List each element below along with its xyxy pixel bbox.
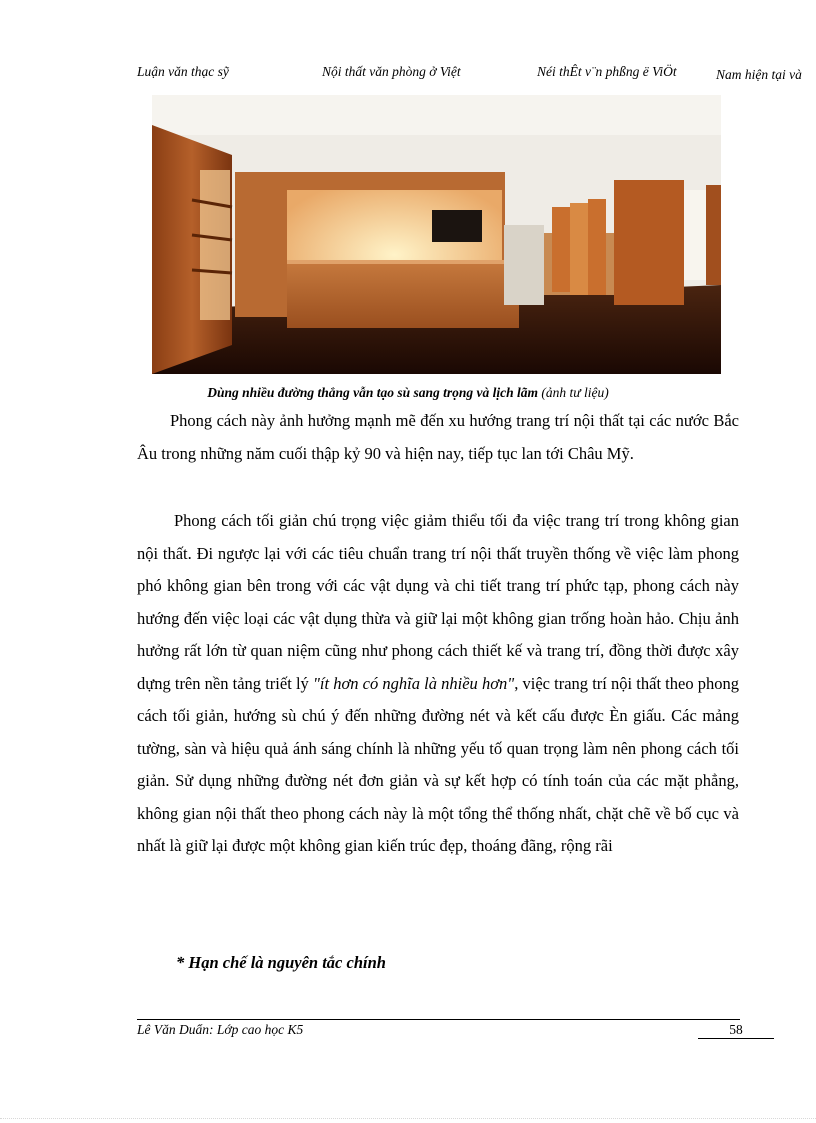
section-subheading: * Hạn chế là nguyên tắc chính	[176, 953, 386, 972]
page-number: 58	[698, 1021, 774, 1039]
paragraph-2-part-b: , việc trang trí nội thất theo phong cách tối giản, hướng sù chú ý đến những đường nét và kết cấu được Èn giấu. Các mảng tường, sàn và hiệu quả ánh sáng chính là những yếu tố quan trọng làm nên phong cách tối giản. Sử dụng những đường nét đơn giản và sự kết hợp có tính toán của các mặt phẳng, không gian nội thất theo phong cách này là một tổng thể thống nhất, chặt chẽ về bố cục và nhất là giữ lại được một không gian kiến trúc đẹp, thoáng đãng, rộng rãi	[137, 673, 740, 855]
figure-caption	[0, 385, 816, 401]
page-header	[0, 64, 816, 86]
caption-note: (ảnh tư liệu)	[538, 385, 609, 400]
header-garbled: Néi thÊt v¨n phßng ë ViÖt	[537, 64, 677, 79]
header-left: Luận văn thạc sỹ	[137, 64, 229, 79]
header-center: Nội thất văn phòng ở Việt	[322, 64, 461, 79]
caption-bold: Dùng nhiều đường thẳng vẫn tạo sù sang trọng và lịch lãm	[207, 385, 539, 400]
header-right: Nam hiện tại và	[716, 67, 802, 82]
footer-divider	[137, 1019, 740, 1020]
footer-author: Lê Văn Duẩn: Lớp cao học K5	[137, 1022, 304, 1037]
paragraph-2	[137, 505, 739, 863]
paragraph-1: Phong cách này ảnh hưởng mạnh mẽ đến xu hướng trang trí nội thất tại các nước Bắc Âu trong những năm cuối thập kỷ 90 và hiện nay, tiếp tục lan tới Châu Mỹ.	[137, 411, 739, 463]
office-interior-photo	[152, 95, 721, 374]
paragraph-2-part-a: Phong cách tối giản chú trọng việc giảm thiểu tối đa việc trang trí trong không gian nội thất. Đi ngược lại với các tiêu chuẩn trang trí nội thất truyền thống về việc làm phong phó không gian bên trong với các vật dụng và chi tiết trang trí phức tạp, phong cách này hướng đến việc loại các vật dụng thừa và giữ lại một không gian trống hoàn hảo. Chịu ảnh hưởng rất lớn từ quan niệm cũng như phong cách thiết kế và trang trí, đồng thời được xây dựng trên nền tảng triết lý	[137, 511, 739, 693]
page-bottom-dotted-line	[0, 1118, 816, 1119]
paragraph-2-quote: "ít hơn có nghĩa là nhiều hơn"	[312, 673, 515, 693]
